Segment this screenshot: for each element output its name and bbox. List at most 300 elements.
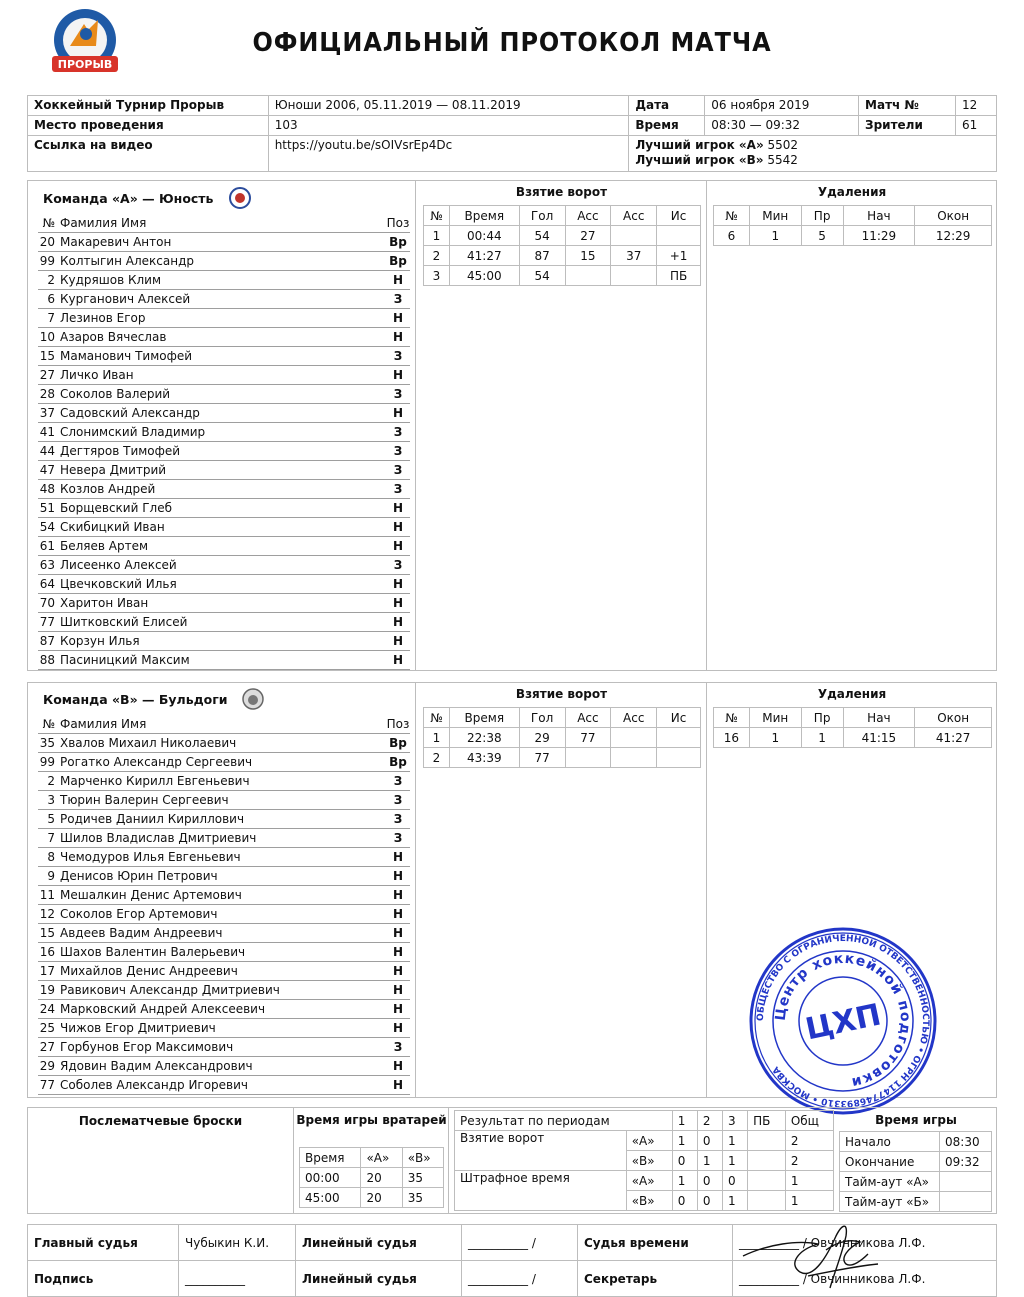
player-position: Н [392,945,404,959]
match-value: 12 [955,96,996,116]
player-row [38,867,410,886]
gk-time-table [299,1147,444,1208]
line-referee-2-value: __________ / [462,1261,578,1297]
player-position: Н [392,888,404,902]
player-number: 20 [39,235,55,249]
player-row [38,423,410,442]
player-name: Цвечковский Илья [60,577,177,591]
secretary-value: __________ / Овчинникова Л.Ф. [733,1261,997,1297]
table-cell: 27 [565,226,611,246]
column-header: Мин [749,206,801,226]
player-position: Н [392,1002,404,1016]
player-row [38,385,410,404]
team-a-penalties-title: Удаления [817,185,887,199]
timekeeper-value: __________ / Овчинникова Л.Ф. [733,1225,997,1261]
player-row [38,461,410,480]
player-position: Н [392,964,404,978]
column-header: Нач [843,708,915,728]
shootout-title: Послематчевые броски [28,1108,294,1213]
player-name: Соколов Егор Артемович [60,907,218,921]
player-number: 19 [39,983,55,997]
table-cell: 3 [424,266,450,286]
table-cell: 54 [519,266,565,286]
player-name: Маманович Тимофей [60,349,193,363]
column-header: Мин [749,708,801,728]
timeout-a-value [940,1172,992,1192]
player-name: Родичев Даниил Кириллович [60,812,245,826]
player-name: Садовский Александр [60,406,200,420]
player-row [38,734,410,753]
player-row [38,810,410,829]
player-name: Авдеев Вадим Андреевич [60,926,223,940]
table-row [714,728,992,748]
table-cell: 00:00 [300,1168,361,1188]
player-row [38,499,410,518]
player-name: Колтыгин Александр [60,254,194,268]
player-row [38,233,410,252]
player-row [38,271,410,290]
player-name: Лисеенко Алексей [60,558,177,572]
player-name: Беляев Артем [60,539,149,553]
spectators-value: 61 [955,116,996,136]
player-position: Н [392,653,404,667]
column-header: Окон [915,206,992,226]
player-name: Макаревич Антон [60,235,172,249]
player-number: 2 [47,273,55,287]
player-position: Н [392,926,404,940]
player-row [38,328,410,347]
period-penalty-label: Штрафное время [455,1171,627,1211]
svg-text:ПРОРЫВ: ПРОРЫВ [57,58,113,71]
player-name: Кудряшов Клим [60,273,162,287]
player-row [38,1019,410,1038]
player-position: Вр [389,254,407,268]
player-row [38,594,410,613]
column-header: Время [449,708,519,728]
player-number: 25 [39,1021,55,1035]
player-name: Пасиницкий Максим [60,653,190,667]
player-position: З [393,558,403,572]
player-position: З [393,463,403,477]
team-b-goals-title: Взятие ворот [515,687,608,701]
player-row [38,347,410,366]
player-name: Михайлов Денис Андреевич [60,964,238,978]
player-row [38,537,410,556]
venue-label: Место проведения [28,116,269,136]
table-row [424,748,701,768]
table-row [300,1188,444,1208]
player-name: Дегтяров Тимофей [60,444,181,458]
player-number: 47 [39,463,55,477]
start-time: 08:30 [940,1132,992,1152]
player-row [38,829,410,848]
player-name: Личко Иван [60,368,134,382]
player-number: 77 [39,1078,55,1092]
player-row [38,575,410,594]
table-cell: 41:27 [449,246,519,266]
period-results-table: Результат по периодам 1 2 3 ПБ Общ Взятие ворот «А» 1 0 1 2 «В» 0 1 1 2 Штрафное время «А» 1 0 0 1 «В» 0 0 1 1 [454,1110,834,1211]
player-row [38,309,410,328]
player-row [38,442,410,461]
table-cell: 41:15 [843,728,915,748]
player-number: 27 [39,1040,55,1054]
player-number: 87 [39,634,55,648]
game-time-table: Начало 08:30 Окончание 09:32 Тайм-аут «А» Тайм-аут «Б» [839,1131,992,1212]
player-row [38,962,410,981]
gk-time-title: Время игры вратарей [296,1113,447,1127]
table-row [424,226,701,246]
column-header: Асс [611,708,657,728]
best-b-label: Лучший игрок «В» [635,153,764,167]
player-name: Козлов Андрей [60,482,156,496]
player-position: З [393,482,403,496]
periods-title: Результат по периодам [455,1111,673,1131]
line-referee-1-value: __________ / [462,1225,578,1261]
team-a-goals-table [423,205,701,286]
table-cell: 2 [424,748,450,768]
player-number: 5 [47,812,55,826]
player-row [38,905,410,924]
table-cell: 1 [749,226,801,246]
column-header: № [714,708,750,728]
column-header: Гол [519,708,565,728]
end-time: 09:32 [940,1152,992,1172]
table-cell: 54 [519,226,565,246]
table-cell: ПБ [657,266,701,286]
player-row [38,651,410,670]
column-header: Асс [565,708,611,728]
player-position: Н [392,577,404,591]
player-number: 27 [39,368,55,382]
organization-stamp [748,926,938,1116]
svg-text:Центр хоккейной подготовки: Центр хоккейной подготовки [772,950,914,1091]
player-position: Н [392,539,404,553]
column-header: Гол [519,206,565,226]
table-cell: 29 [519,728,565,748]
player-position: Н [392,983,404,997]
player-position: Вр [389,755,407,769]
table-cell [565,266,611,286]
player-number: 44 [39,444,55,458]
table-cell: 1 [801,728,843,748]
video-link[interactable]: https://youtu.be/sOIVsrEp4Dc [268,136,629,172]
table-cell: 45:00 [300,1188,361,1208]
player-position: Н [392,406,404,420]
table-cell: 11:29 [843,226,915,246]
player-row [38,981,410,1000]
table-cell [565,748,611,768]
player-position: Н [392,1059,404,1073]
player-name: Невера Дмитрий [60,463,167,477]
player-row [38,632,410,651]
team-b-logo [242,688,264,710]
player-name: Шилов Владислав Дмитриевич [60,831,257,845]
player-number: 10 [39,330,55,344]
player-row [38,556,410,575]
table-cell: 1 [424,226,450,246]
player-position: З [393,349,403,363]
player-name: Чемодуров Илья Евгеньевич [60,850,241,864]
date-value: 06 ноября 2019 [705,96,859,116]
player-position: Вр [389,736,407,750]
player-number: 15 [39,926,55,940]
table-row [424,266,701,286]
table-cell: +1 [657,246,701,266]
player-row [38,1057,410,1076]
column-header: № [424,206,450,226]
player-name: Корзун Илья [60,634,140,648]
tournament-label: Хоккейный Турнир Прорыв [28,96,269,116]
handwritten-signature [738,1214,888,1294]
column-header: Пр [801,708,843,728]
player-number: 9 [47,869,55,883]
table-cell: 41:27 [915,728,992,748]
team-a-roster: № Фамилия Имя Поз 20 Макаревич Антон Вр 99 Колтыгин Александр Вр 2 Кудряшов Клим Н 6 Курганович Алексей З 7 Лезинов Егор Н 10 Азаров Вячеслав Н 15 Маманович Тимофей З 27 Личко Иван Н 28 Соколов Валерий З 37 Садовский Александр Н 41 Слонимский Владимир З 44 Дегтяров Тимофей З 47 Невера Дмитрий З 48 Козлов Андрей З 51 Борщевский Глеб Н 54 Скибицкий Иван Н 61 Беляев Артем Н 63 Лисеенко Алексей З 64 Цвечковский Илья Н 70 Харитон Иван Н 77 Шитковский Елисей Н 87 Корзун Илья Н 88 Пасиницкий Максим Н [38,214,410,670]
team-b-penalties-title: Удаления [817,687,887,701]
player-position: Н [392,907,404,921]
player-position: Н [392,311,404,325]
signature-value: __________ [179,1261,296,1297]
player-name: Чижов Егор Дмитриевич [60,1021,216,1035]
table-cell: 15 [565,246,611,266]
period-goals-label: Взятие ворот [455,1131,627,1171]
player-name: Борщевский Глеб [60,501,172,515]
player-name: Денисов Юрин Петрович [60,869,218,883]
player-number: 15 [39,349,55,363]
player-number: 16 [39,945,55,959]
team-a-title: Команда «А» — Юность [43,191,214,206]
table-cell [611,226,657,246]
player-position: Н [392,850,404,864]
player-number: 3 [47,793,55,807]
column-header: «А» [361,1148,402,1168]
team-a-penalties-table [713,205,992,246]
player-name: Марченко Кирилл Евгеньевич [60,774,250,788]
player-name: Курганович Алексей [60,292,191,306]
time-value: 08:30 — 09:32 [705,116,859,136]
player-row [38,1000,410,1019]
table-cell [657,226,701,246]
player-position: Н [392,869,404,883]
player-position: Н [392,615,404,629]
team-b-title: Команда «В» — Бульдоги [43,692,228,707]
table-cell: 5 [801,226,843,246]
player-position: З [393,774,403,788]
table-cell: 12:29 [915,226,992,246]
player-name: Харитон Иван [60,596,149,610]
time-label: Время [629,116,705,136]
match-header [27,95,997,172]
page-title: ОФИЦИАЛЬНЫЙ ПРОТОКОЛ МАТЧА [252,28,772,58]
table-cell [611,728,657,748]
player-number: 51 [39,501,55,515]
player-name: Равикович Александр Дмитриевич [60,983,280,997]
player-number: 99 [39,254,55,268]
player-name: Шахов Валентин Валерьевич [60,945,246,959]
player-row [38,791,410,810]
player-position: З [393,387,403,401]
player-name: Азаров Вячеслав [60,330,167,344]
column-header: Время [300,1148,361,1168]
table-cell: 20 [361,1168,402,1188]
player-row [38,404,410,423]
player-number: 61 [39,539,55,553]
venue-value: 103 [268,116,629,136]
table-cell: 77 [565,728,611,748]
column-header: Асс [565,206,611,226]
player-number: 8 [47,850,55,864]
column-header: Нач [843,206,915,226]
timeout-b-value [940,1192,992,1212]
player-name: Лезинов Егор [60,311,146,325]
player-number: 29 [39,1059,55,1073]
player-position: Н [392,596,404,610]
player-row [38,480,410,499]
player-number: 99 [39,755,55,769]
team-b-penalties-table [713,707,992,748]
player-number: 63 [39,558,55,572]
team-a-section [27,180,997,671]
match-label: Матч № [859,96,956,116]
player-position: Вр [389,235,407,249]
player-row [38,613,410,632]
table-row [300,1168,444,1188]
table-cell: 87 [519,246,565,266]
player-number: 48 [39,482,55,496]
player-number: 12 [39,907,55,921]
player-number: 35 [39,736,55,750]
table-cell: 1 [749,728,801,748]
best-a-label: Лучший игрок «А» [635,138,764,152]
table-cell: 16 [714,728,750,748]
player-number: 41 [39,425,55,439]
player-row [38,366,410,385]
player-position: Н [392,1021,404,1035]
player-number: 24 [39,1002,55,1016]
player-name: Соколов Валерий [60,387,171,401]
table-row [424,246,701,266]
table-row [424,728,701,748]
player-position: З [393,812,403,826]
player-name: Шитковский Елисей [60,615,188,629]
column-header: «В» [402,1148,443,1168]
table-cell: 1 [424,728,450,748]
player-position: З [393,793,403,807]
tournament-value: Юноши 2006, 05.11.2019 — 08.11.2019 [268,96,629,116]
game-time-title: Время игры [875,1113,957,1127]
column-header: Окон [915,708,992,728]
player-number: 70 [39,596,55,610]
player-row [38,848,410,867]
player-row [38,290,410,309]
table-cell [657,748,701,768]
player-row [38,518,410,537]
table-cell: 20 [361,1188,402,1208]
player-number: 88 [39,653,55,667]
table-cell: 2 [424,246,450,266]
player-number: 64 [39,577,55,591]
column-header: Пр [801,206,843,226]
player-name: Рогатко Александр Сергеевич [60,755,253,769]
player-row [38,1038,410,1057]
player-number: 2 [47,774,55,788]
table-cell: 77 [519,748,565,768]
video-label: Ссылка на видео [28,136,269,172]
player-row [38,943,410,962]
table-cell [657,728,701,748]
table-row [714,226,992,246]
table-cell: 00:44 [449,226,519,246]
table-cell: 35 [402,1168,443,1188]
table-cell: 6 [714,226,750,246]
best-b-value: 5542 [767,153,798,167]
player-position: Н [392,520,404,534]
summary-section [27,1107,997,1214]
column-header: Ис [657,708,701,728]
svg-text:ОБЩЕСТВО С ОГРАНИЧЕННОЙ ОТВЕТС: ОБЩЕСТВО С ОГРАНИЧЕННОЙ ОТВЕТСТВЕННОСТЬЮ • ОГРН 1147746893310 • МОСКВА [755,933,931,1109]
player-position: З [393,831,403,845]
table-cell [611,748,657,768]
player-position: З [393,425,403,439]
best-a-value: 5502 [767,138,799,152]
team-a-goals-title: Взятие ворот [515,185,608,199]
column-header: Ис [657,206,701,226]
player-name: Скибицкий Иван [60,520,165,534]
player-number: 7 [47,831,55,845]
team-a-logo [229,187,251,209]
column-header: № [714,206,750,226]
spectators-label: Зрители [859,116,956,136]
table-cell: 45:00 [449,266,519,286]
player-position: З [393,444,403,458]
player-name: Мешалкин Денис Артемович [60,888,242,902]
player-number: 28 [39,387,55,401]
player-position: Н [392,501,404,515]
player-number: 37 [39,406,55,420]
player-row [38,753,410,772]
player-name: Ядовин Вадим Александрович [60,1059,253,1073]
table-cell: 22:38 [449,728,519,748]
column-header: № [424,708,450,728]
player-number: 17 [39,964,55,978]
column-header: Время [449,206,519,226]
player-row [38,252,410,271]
team-b-goals-table [423,707,701,768]
player-position: Н [392,330,404,344]
player-name: Слонимский Владимир [60,425,206,439]
player-row [38,1076,410,1095]
player-number: 6 [47,292,55,306]
player-row [38,924,410,943]
player-position: Н [392,634,404,648]
player-number: 54 [39,520,55,534]
player-number: 77 [39,615,55,629]
player-name: Горбунов Егор Максимович [60,1040,234,1054]
table-cell: 35 [402,1188,443,1208]
table-cell [611,266,657,286]
player-position: Н [392,273,404,287]
main-referee-value: Чубыкин К.И. [179,1225,296,1261]
player-name: Марковский Андрей Алексеевич [60,1002,266,1016]
player-name: Соболев Александр Игоревич [60,1078,249,1092]
player-row [38,886,410,905]
svg-text:ЦХП: ЦХП [802,997,885,1048]
player-row [38,772,410,791]
player-name: Тюрин Валерин Сергеевич [60,793,229,807]
table-cell: 37 [611,246,657,266]
player-name: Хвалов Михаил Николаевич [60,736,237,750]
column-header: Асс [611,206,657,226]
